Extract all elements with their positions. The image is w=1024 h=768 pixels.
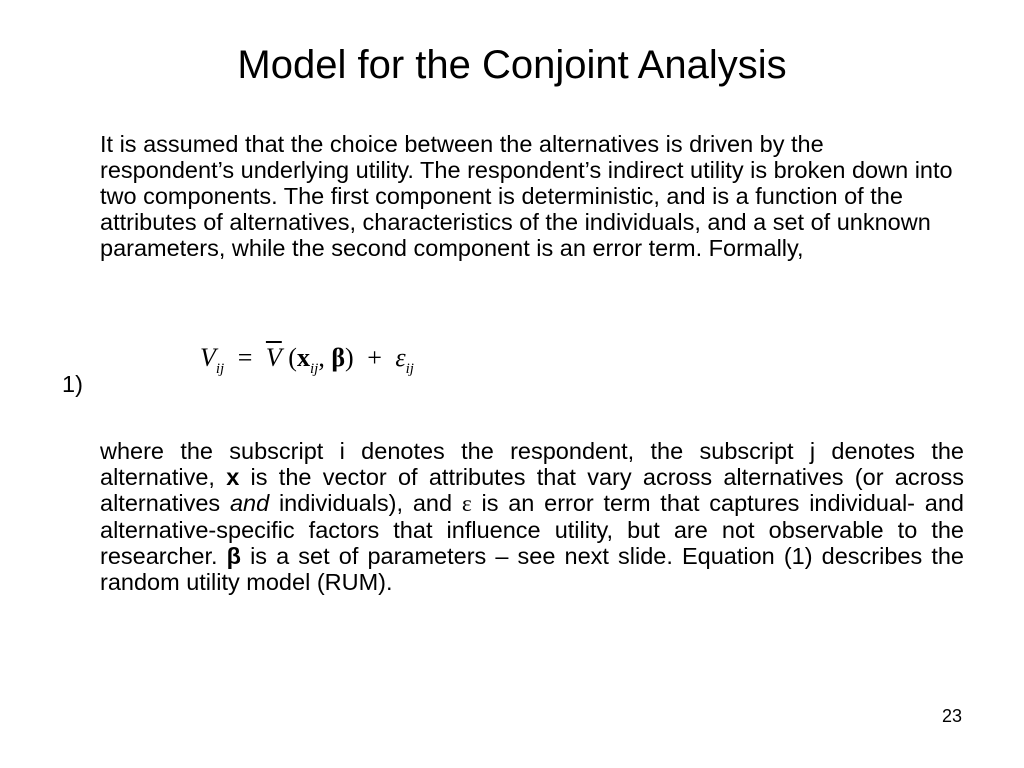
- explanation-x-bold: x: [226, 464, 240, 490]
- eq-epsilon-sub: ij: [405, 361, 414, 377]
- eq-x-sub: ij: [309, 361, 319, 377]
- eq-comma: ,: [318, 343, 325, 372]
- intro-paragraph: It is assumed that the choice between the alternatives is driven by the respondent’s underlying utility. The respondent’s indirect utility is broken down into two components. The first component is deterministic, and is a function of the attributes of alternatives, characteristics of the individuals, and a set of unknown parameters, while the second component is an error term. Formally,: [100, 131, 953, 261]
- eq-close-paren: ): [345, 343, 354, 372]
- page-number: 23: [941, 706, 962, 726]
- slide-title: Model for the Conjoint Analysis: [237, 43, 787, 87]
- eq-equals: =: [237, 343, 253, 372]
- explanation-text-3: individuals), and: [269, 490, 462, 516]
- eq-lhs: V: [200, 343, 216, 372]
- equation-number: 1): [62, 371, 83, 397]
- explanation-text-4: is an error term that captures individual- and alternative-specific factors that influence utility, but are not observable to the researcher.: [100, 490, 964, 569]
- eq-deterministic-fn: $\overline{V}$: [265, 343, 282, 372]
- explanation-epsilon: ε: [461, 491, 472, 517]
- explanation-beta-bold: β: [226, 543, 241, 569]
- eq-plus: +: [367, 343, 382, 372]
- explanation-text-5: is a set of parameters – see next slide. Equation (1) describes the random utility model (RUM).: [100, 543, 964, 595]
- eq-beta: β: [331, 343, 346, 372]
- eq-epsilon: ε: [395, 343, 406, 372]
- explanation-text-2: is the vector of attributes that vary across alternatives (or across alternatives: [100, 464, 964, 516]
- utility-equation: [200, 343, 414, 393]
- eq-open-paren: (: [288, 343, 297, 372]
- explanation-and-italic: and: [229, 490, 270, 516]
- explanation-paragraph: [100, 438, 964, 595]
- eq-lhs-sub: ij: [215, 361, 225, 377]
- eq-x-vector: x: [296, 343, 310, 372]
- explanation-text-1: where the subscript i denotes the respondent, the subscript j denotes the alternative,: [100, 438, 964, 490]
